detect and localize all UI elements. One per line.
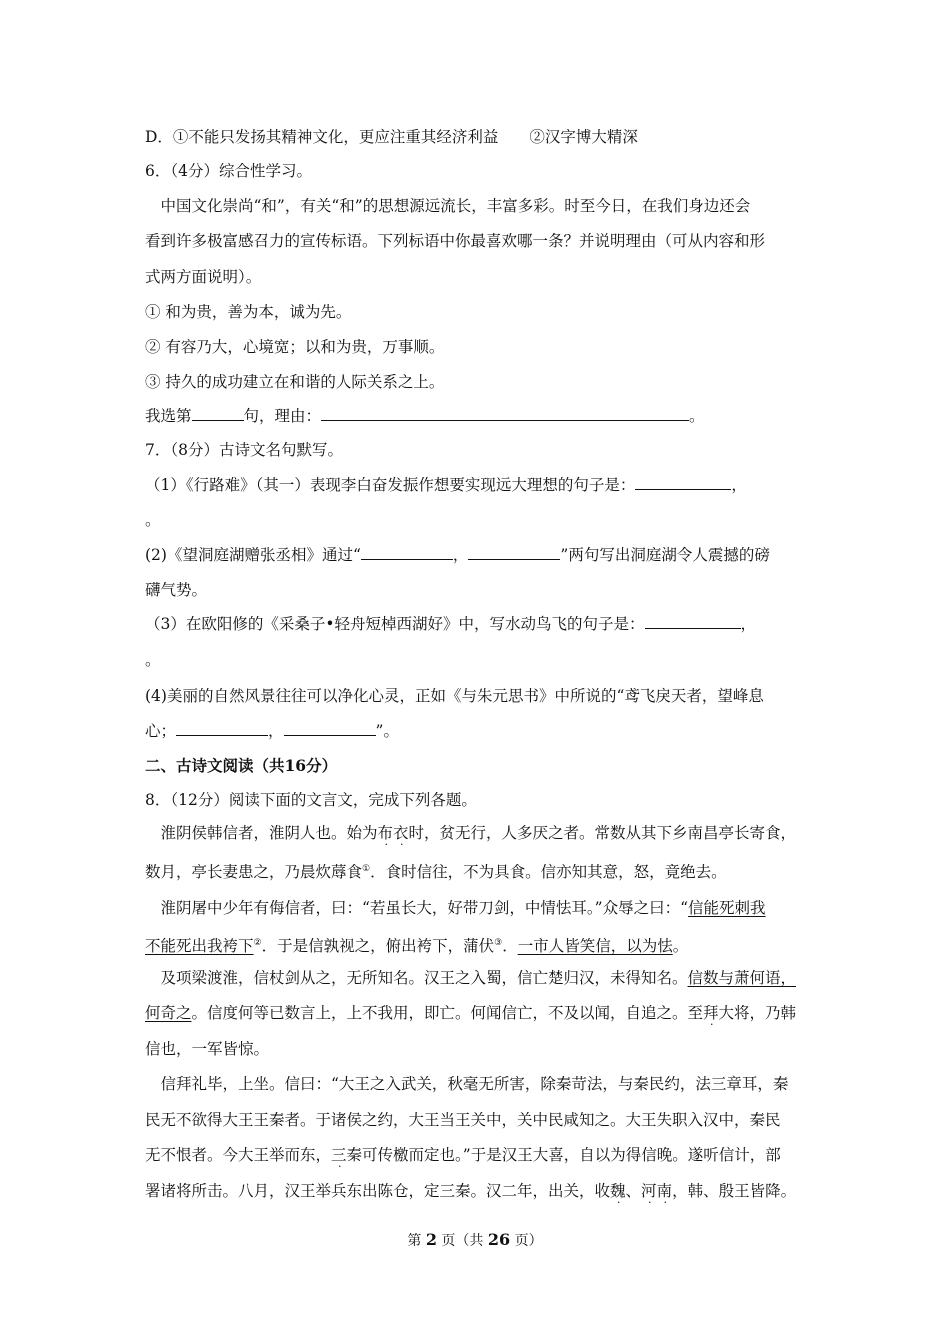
answer-blank[interactable] (284, 721, 376, 736)
passage-line: 数月，亭长妻患之，乃晨炊蓐食①．食时信往，不为具食。信亦知其意，怒，竟绝去。 (145, 863, 727, 882)
answer-blank[interactable] (645, 614, 741, 629)
answer-blank[interactable] (192, 406, 244, 421)
passage-line: 不能死出我袴下②．于是信孰视之，俯出袴下，蒲伏③．一市人皆笑信，以为怯。 (145, 937, 689, 956)
q6-answer-line: 我选第 句，理由： 。 (145, 407, 705, 425)
q7-item-2-end: 礴气势。 (145, 581, 208, 599)
passage-line: 何奇之。信度何等已数言上，上不我用，即亡。何闻信亡，不及以闻，自追之。至拜大将，乃韩 (145, 1004, 797, 1022)
passage-line: 信也，一军皆惊。 (145, 1040, 270, 1058)
passage-line: 无不恨者。今大王举而东，三秦可传檄而定也。”于是汉王大喜，自以为得信晚。遂听信计，部 (145, 1146, 781, 1164)
option-d: D．①不能只发扬其精神文化，更应注重其经济利益 ②汉字博大精深 (145, 128, 638, 146)
q7-item-3-end: 。 (145, 651, 161, 669)
answer-blank[interactable] (635, 475, 731, 490)
answer-blank[interactable] (361, 545, 453, 560)
passage-line: 署诸将所击。八月，汉王举兵东出陈仓，定三秦。汉二年，出关，收魏、河南，韩、殷王皆降。 (145, 1182, 797, 1200)
total-pages: 26 (487, 1230, 511, 1249)
q6-paragraph-line: 看到许多极富感召力的宣传标语。下列标语中你最喜欢哪一条？并说明理由（可从内容和形 (145, 232, 766, 250)
question-8-heading: 8．（12分）阅读下面的文言文，完成下列各题。 (145, 791, 477, 809)
answer-blank[interactable] (176, 721, 268, 736)
slogan-2: ② 有容乃大，心境宽；以和为贵，万事顺。 (145, 338, 445, 356)
passage-line: 信拜礼毕，上坐。信曰：“大王之入武关，秋毫无所害，除秦苛法，与秦民约，法三章耳，秦 (145, 1075, 789, 1093)
slogan-1: ① 和为贵，善为本，诚为先。 (145, 303, 352, 321)
q7-item-3: （3）在欧阳修的《采桑子•轻舟短棹西湖好》中，写水动鸟飞的句子是： ， (145, 615, 757, 633)
passage-line: 淮阴屠中少年有侮信者，曰：“若虽长大，好带刀剑，中情怯耳。”众辱之曰：“信能死刺我 (145, 899, 766, 917)
passage-line: 及项梁渡淮，信杖剑从之，无所知名。汉王之入蜀，信亡楚归汉，未得知名。信数与萧何语， (145, 969, 797, 987)
answer-blank[interactable] (321, 406, 689, 421)
question-6-heading: 6．（4分）综合性学习。 (145, 162, 312, 180)
q7-item-2: (2)《望洞庭湖赠张丞相》通过“ ， ”两句写出洞庭湖令人震撼的磅 (145, 546, 770, 564)
q6-paragraph-line: 中国文化崇尚“和”，有关“和”的思想源远流长，丰富多彩。时至今日，在我们身边还会 (145, 197, 751, 215)
passage-line: 淮阴侯韩信者，淮阴人也。始为布衣时，贫无行，人多厌之者。常数从其下乡南昌亭长寄食， (145, 824, 797, 842)
q7-item-1-end: 。 (145, 511, 161, 529)
page-footer: 第 2 页（共 26 页） (407, 1230, 543, 1249)
q7-item-4-answer: 心； ， ”。 (145, 722, 399, 740)
slogan-3: ③ 持久的成功建立在和谐的人际关系之上。 (145, 373, 445, 391)
section-2-heading: 二、古诗文阅读（共16分） (145, 756, 338, 775)
q7-item-1: （1）《行路难》（其一）表现李白奋发振作想要实现远大理想的句子是： ， (145, 476, 747, 494)
passage-line: 民无不欲得大王王秦者。于诸侯之约，大王当王关中，关中民咸知之。大王失职入汉中，秦民 (145, 1111, 781, 1129)
question-7-heading: 7．（8分）古诗文名句默写。 (145, 441, 343, 459)
page-number: 2 (425, 1230, 437, 1249)
q7-item-4: (4)美丽的自然风景往往可以净化心灵，正如《与朱元思书》中所说的“鸢飞戾天者，望峰息 (145, 687, 764, 705)
q6-paragraph-line: 式两方面说明）。 (145, 268, 262, 286)
answer-blank[interactable] (468, 545, 560, 560)
